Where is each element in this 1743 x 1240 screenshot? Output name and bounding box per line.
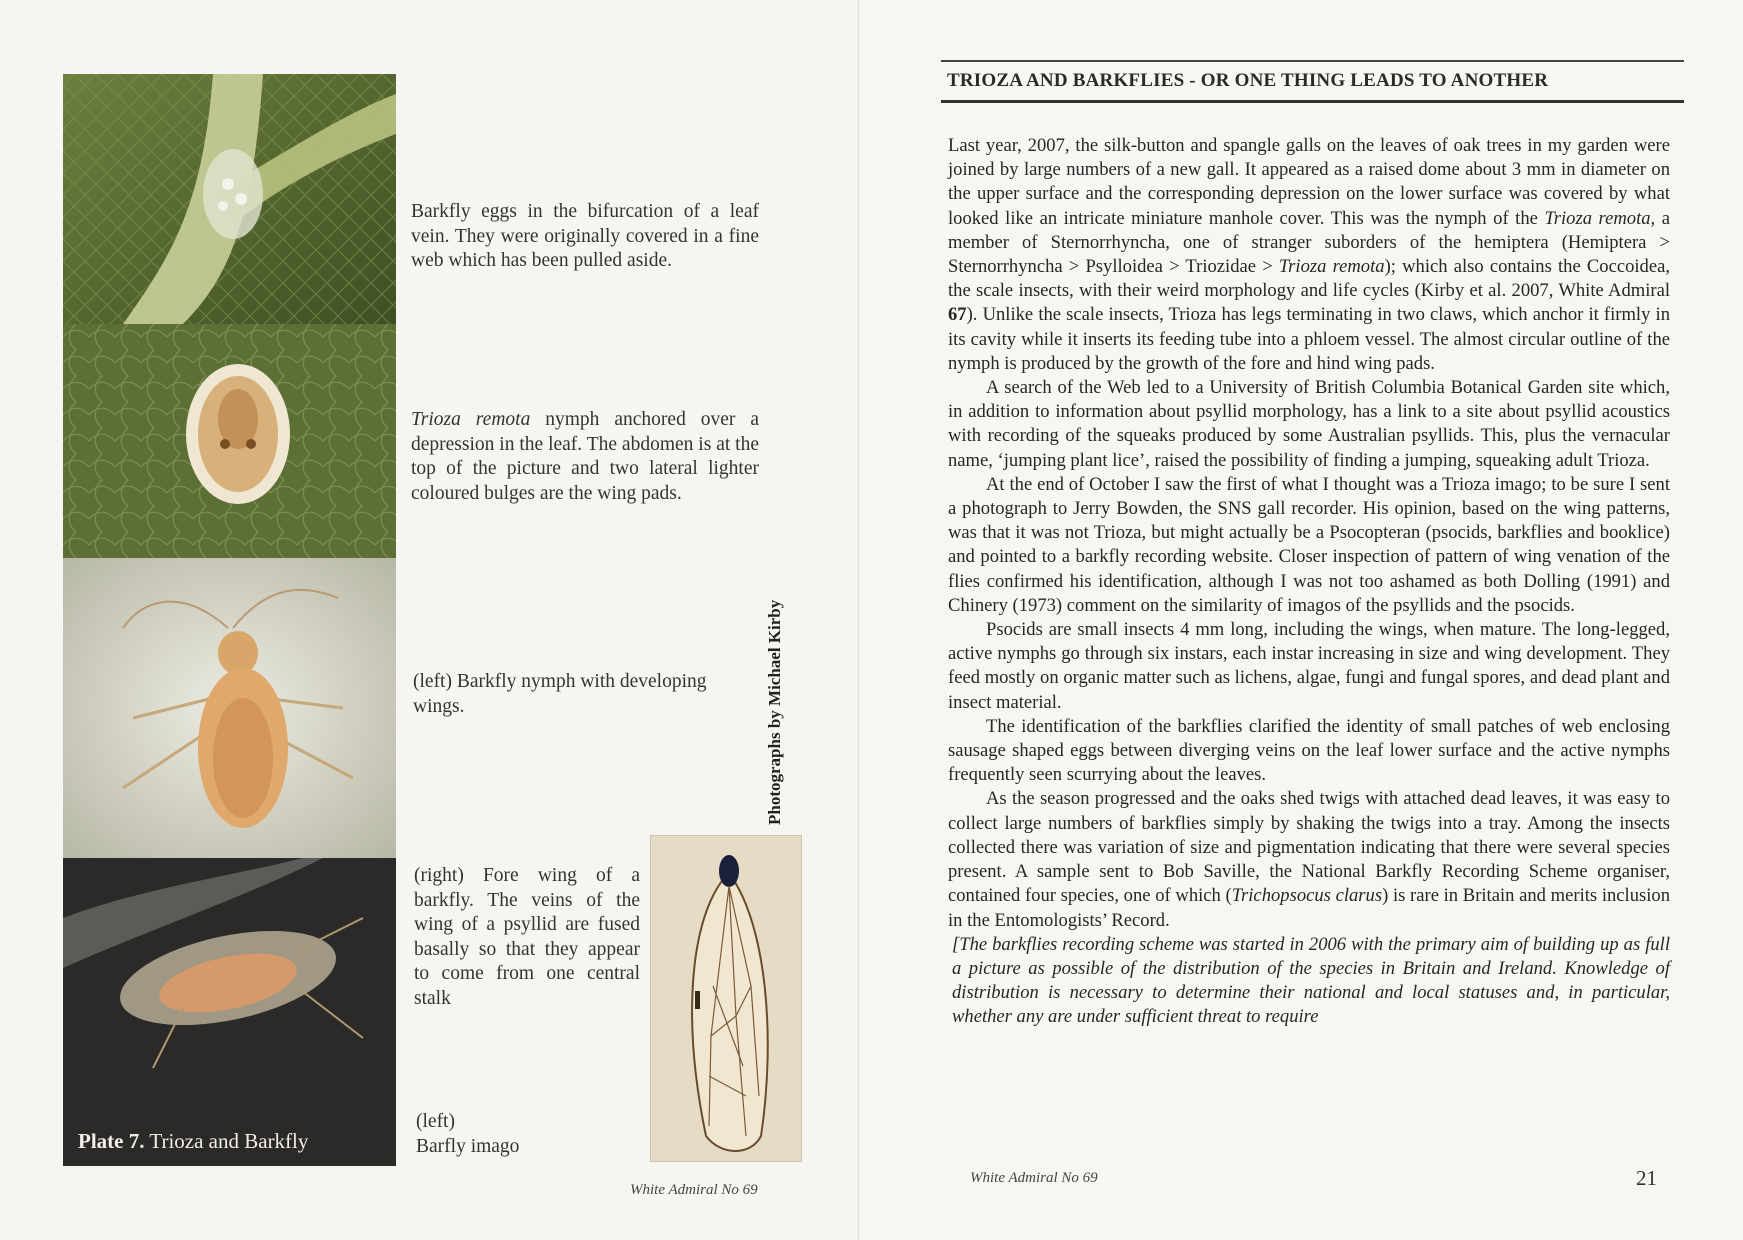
trioza-nymph-photo (63, 324, 396, 558)
paragraph-2: A search of the Web led to a University of British Columbia Botanical Garden site which, in addition to information about psyllid morphology, has a link to a site about psyllid acoustics with recording of the squeaks produced by some Australian psyllids. This, plus the vernacular name, ‘jumping plant lice’, raised the possibility of finding a jumping, squeaking adult Trioza. (948, 377, 1670, 471)
paragraph-4: Psocids are small insects 4 mm long, including the wings, when mature. The long-legged, active nymphs go through six instars, each instar increasing in size and wing development. They feed mostly on organic matter such as lichens, algae, fungi and fungal spores, and dead plant and insect material. (948, 619, 1670, 713)
article-title: TRIOZA AND BARKFLIES - OR ONE THING LEADS TO ANOTHER (941, 60, 1684, 103)
left-page (0, 0, 858, 1240)
editorial-note: [The barkflies recording scheme was started in 2006 with the primary aim of building up as full a picture as possible of the distribution of the species in Britain and Ireland. Knowledge of distribution is necessary to determine their national and local statuses and, in particular, whether any are under sufficient threat to require (952, 933, 1670, 1028)
article-body (948, 134, 1670, 1030)
paragraph-1: Last year, 2007, the silk-button and spangle galls on the leaves of oak trees in my garden were joined by large numbers of a new gall. It appeared as a raised dome about 3 mm in diameter on the upper surface and the corresponding depression on the lower surface was covered by what looked like an intricate miniature manhole cover. This was the nymph of the Trioza remota, a member of Sternorrhyncha, one of stranger suborders of the hemiptera (Hemiptera > Sternorrhyncha > Psylloidea > Triozidae > Trioza remota); which also contains the Coccoidea, the scale insects, with their weird morphology and life cycles (Kirby et al. 2007, White Admiral 67). Unlike the scale insects, Trioza has legs terminating in two claws, which anchor it firmly in its cavity while it inserts its feeding tube into a phloem vessel. The almost circular outline of the nymph is produced by the growth of the fore and hind wing pads. (948, 135, 1671, 374)
paragraph-5: The identification of the barkflies clarified the identity of small patches of web enclosing sausage shaped eggs between diverging veins on the leaf lower surface and the active nymphs frequently seen scurrying about the leaves. (948, 715, 1670, 786)
barkfly-eggs-photo (63, 74, 396, 324)
footer-left: White Admiral No 69 (630, 1182, 758, 1198)
barfly-imago-photo (63, 858, 396, 1166)
caption-barkfly-eggs: Barkfly eggs in the bifurcation of a leaf vein. They were originally covered in a fine web which has been pulled aside. (411, 201, 759, 271)
photo-plate (63, 74, 396, 1166)
caption-trioza-nymph: Trioza remota nymph anchored over a depression in the leaf. The abdomen is at the top of the picture and two lateral lighter coloured bulges are the wing pads. (411, 409, 759, 504)
paragraph-3: At the end of October I saw the first of what I thought was a Trioza imago; to be sure I sent a photograph to Jerry Bowden, the SNS gall recorder. His opinion, based on the wing patterns, was that it was not Trioza, but might actually be a Psocopteran (psocids, barkflies and booklice) and pointed to a barkfly recording website. Closer inspection of pattern of wing venation of the flies confirmed his identification, although I was not too ashamed as both Dolling (1991) and Chinery (1973) comment on the similarity of imagos of the psyllids and the psocids. (948, 473, 1670, 616)
caption-fore-wing: (right) Fore wing of a barkfly. The veins of the wing of a psyllid are fused basally so that they appear to come from one central stalk (414, 865, 640, 1009)
barkfly-nymph-photo (63, 558, 396, 858)
photo-credit: Photographs by Michael Kirby (765, 599, 784, 825)
paragraph-6: As the season progressed and the oaks shed twigs with attached dead leaves, it was easy to collect large numbers of barkflies simply by shaking the twigs into a tray. Among the insects collected there was variation of size and pigmentation indicating that there were several species present. A sample sent to Bob Saville, the National Barkfly Recording Scheme organiser, contained four species, one of which (Trichopsocus clarus) is rare in Britain and merits inclusion in the Entomologists’ Record. (948, 788, 1670, 931)
caption-barkfly-nymph: (left) Barkfly nymph with developing wings. (413, 671, 707, 717)
caption-barfly-imago: (left) Barfly imago (416, 1111, 520, 1157)
page-number: 21 (1636, 1166, 1657, 1190)
footer-right: White Admiral No 69 (970, 1170, 1098, 1186)
plate-caption: Plate 7. Trioza and Barkfly (78, 1129, 309, 1153)
fore-wing-photo (650, 835, 802, 1162)
